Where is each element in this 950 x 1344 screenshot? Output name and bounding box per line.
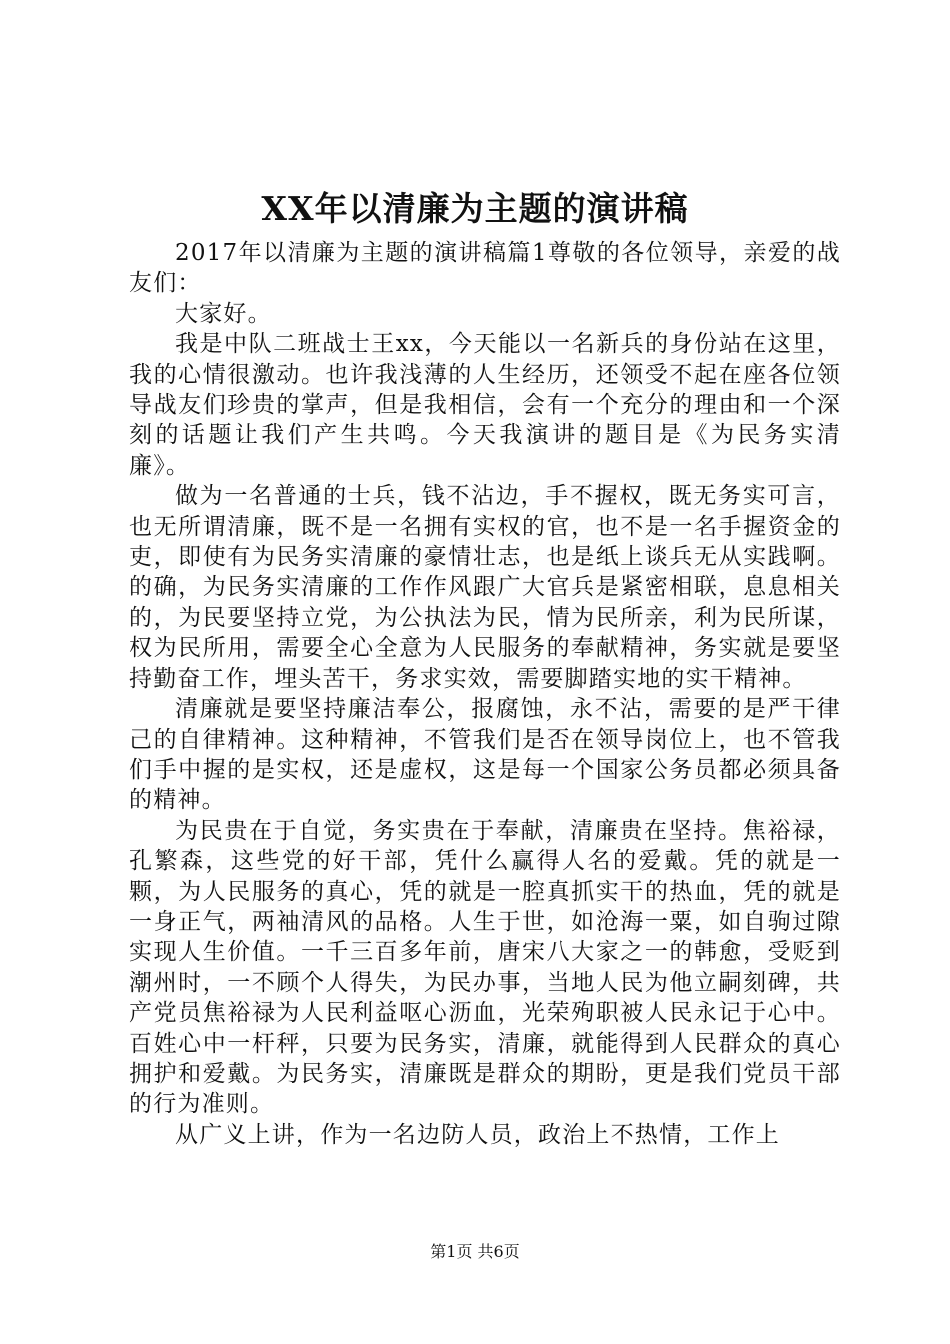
paragraph: 清廉就是要坚持廉洁奉公，报腐蚀，永不沾，需要的是严干律己的自律精神。这种精神，不管我们是否在领导岗位上，也不管我们手中握的是实权，还是虚权，这是每一个国家公务员都必须具备的精神。: [129, 696, 841, 814]
paragraph: 我是中队二班战士王xx，今天能以一名新兵的身份站在这里，我的心情很激动。也许我浅薄的人生经历，还领受不起在座各位领导战友们珍贵的掌声，但是我相信，会有一个充分的理由和一个深刻的话题让我们产生共鸣。今天我演讲的题目是《为民务实清廉》。: [129, 331, 841, 479]
paragraph: 从广义上讲，作为一名边防人员，政治上不热情，工作上: [175, 1121, 780, 1148]
paragraph: 为民贵在于自觉，务实贵在于奉献，清廉贵在坚持。焦裕禄，孔繁森，这些党的好干部，凭什么赢得人名的爱戴。凭的就是一颗，为人民服务的真心，凭的就是一腔真抓实干的热血，凭的就是一身正气，两袖清风的品格。人生于世，如沧海一粟，如自驹过隙实现人生价值。一千三百多年前，唐宋八大家之一的韩愈，受贬到潮州时，一不顾个人得失，为民办事，当地人民为他立嗣刻碑，共产党员焦裕禄为人民利益呕心沥血，光荣殉职被人民永记于心中。百姓心中一杆秤，只要为民务实，清廉，就能得到人民群众的真心拥护和爱戴。为民务实，清廉既是群众的期盼，更是我们党员干部的行为准则。: [129, 817, 841, 1118]
paragraph: 2017年以清廉为主题的演讲稿篇1尊敬的各位领导，亲爱的战友们：: [129, 240, 841, 297]
document-title: XX年以清廉为主题的演讲稿: [261, 189, 689, 228]
paragraph: 大家好。: [175, 300, 272, 327]
document-body: [129, 238, 841, 1150]
page-footer: 第1页 共6页: [430, 1242, 520, 1261]
paragraph: 做为一名普通的士兵，钱不沾边，手不握权，既无务实可言，也无所谓清廉，既不是一名拥有实权的官，也不是一名手握资金的吏，即使有为民务实清廉的豪情壮志，也是纸上谈兵无从实践啊。的确，为民务实清廉的工作作风跟广大官兵是紧密相联，息息相关的，为民要坚持立党，为公执法为民，情为民所亲，利为民所谋，权为民所用，需要全心全意为人民服务的奉献精神，务实就是要坚持勤奋工作，埋头苦干，务求实效，需要脚踏实地的实干精神。: [129, 483, 841, 692]
